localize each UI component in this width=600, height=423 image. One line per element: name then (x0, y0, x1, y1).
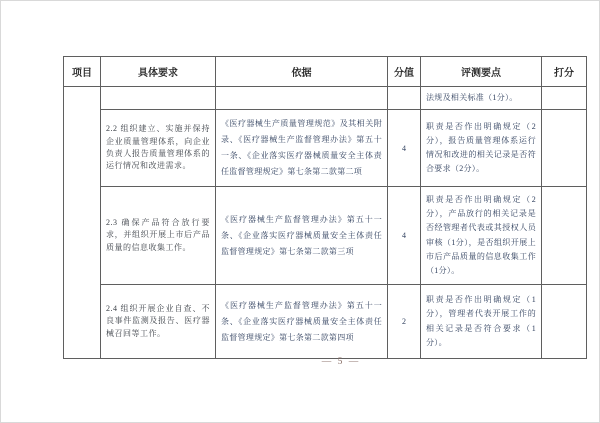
evaluation-table (63, 56, 587, 359)
table-row-2-3 (64, 187, 587, 285)
project-cell (64, 87, 101, 359)
page-number: — 5 — (321, 357, 361, 367)
basis-cell: 《医疗器械生产质量管理规范》及其相关附录、《医疗器械生产监督管理办法》第五十一条、《企业落实医疗器械质量安全主体责任监督管理规定》第七条第二款第二项 (216, 110, 388, 187)
requirement-cell: 2.3 确保产品符合放行要求，并组织开展上市后产品质量的信息收集工作。 (101, 187, 216, 285)
basis-cell: 《医疗器械生产监督管理办法》第五十一条、《企业落实医疗器械质量安全主体责任监督管理规定》第七条第二款第三项 (216, 187, 388, 285)
score-cell: 4 (388, 187, 421, 285)
mark-cell (542, 187, 587, 285)
basis-cell (216, 87, 388, 110)
score-cell: 2 (388, 285, 421, 359)
points-cell: 职责是否作出明确规定（2分），产品放行的相关记录是否经管理者代表或其授权人员审核（1分），是否组织开展上市后产品质量的信息收集工作（1分）。 (421, 187, 542, 285)
requirement-cell (101, 87, 216, 110)
table-header-row (64, 57, 587, 87)
header-project: 项目 (64, 57, 101, 87)
mark-cell (542, 110, 587, 187)
header-points: 评测要点 (421, 57, 542, 87)
header-basis: 依据 (216, 57, 388, 87)
table-row-2-4 (64, 285, 587, 359)
header-score: 分值 (388, 57, 421, 87)
header-mark: 打分 (542, 57, 587, 87)
mark-cell (542, 285, 587, 359)
table-row-continuation (64, 87, 587, 110)
points-cell: 职责是否作出明确规定（1分），管理者代表开展工作的相关记录是否符合要求（1分）。 (421, 285, 542, 359)
mark-cell (542, 87, 587, 110)
requirement-cell: 2.2 组织建立、实施并保持企业质量管理体系，向企业负责人报告质量管理体系的运行情况和改进需求。 (101, 110, 216, 187)
points-cell: 法规及相关标准（1分）。 (421, 87, 542, 110)
header-requirement: 具体要求 (101, 57, 216, 87)
score-cell: 4 (388, 110, 421, 187)
points-cell: 职责是否作出明确规定（2分），报告质量管理体系运行情况和改进的相关记录是否符合要求（2分）。 (421, 110, 542, 187)
table-row-2-2 (64, 110, 587, 187)
requirement-cell: 2.4 组织开展企业自查、不良事件监测及报告、医疗器械召回等工作。 (101, 285, 216, 359)
score-cell (388, 87, 421, 110)
basis-cell: 《医疗器械生产监督管理办法》第五十一条、《企业落实医疗器械质量安全主体责任监督管理规定》第七条第二款第四项 (216, 285, 388, 359)
